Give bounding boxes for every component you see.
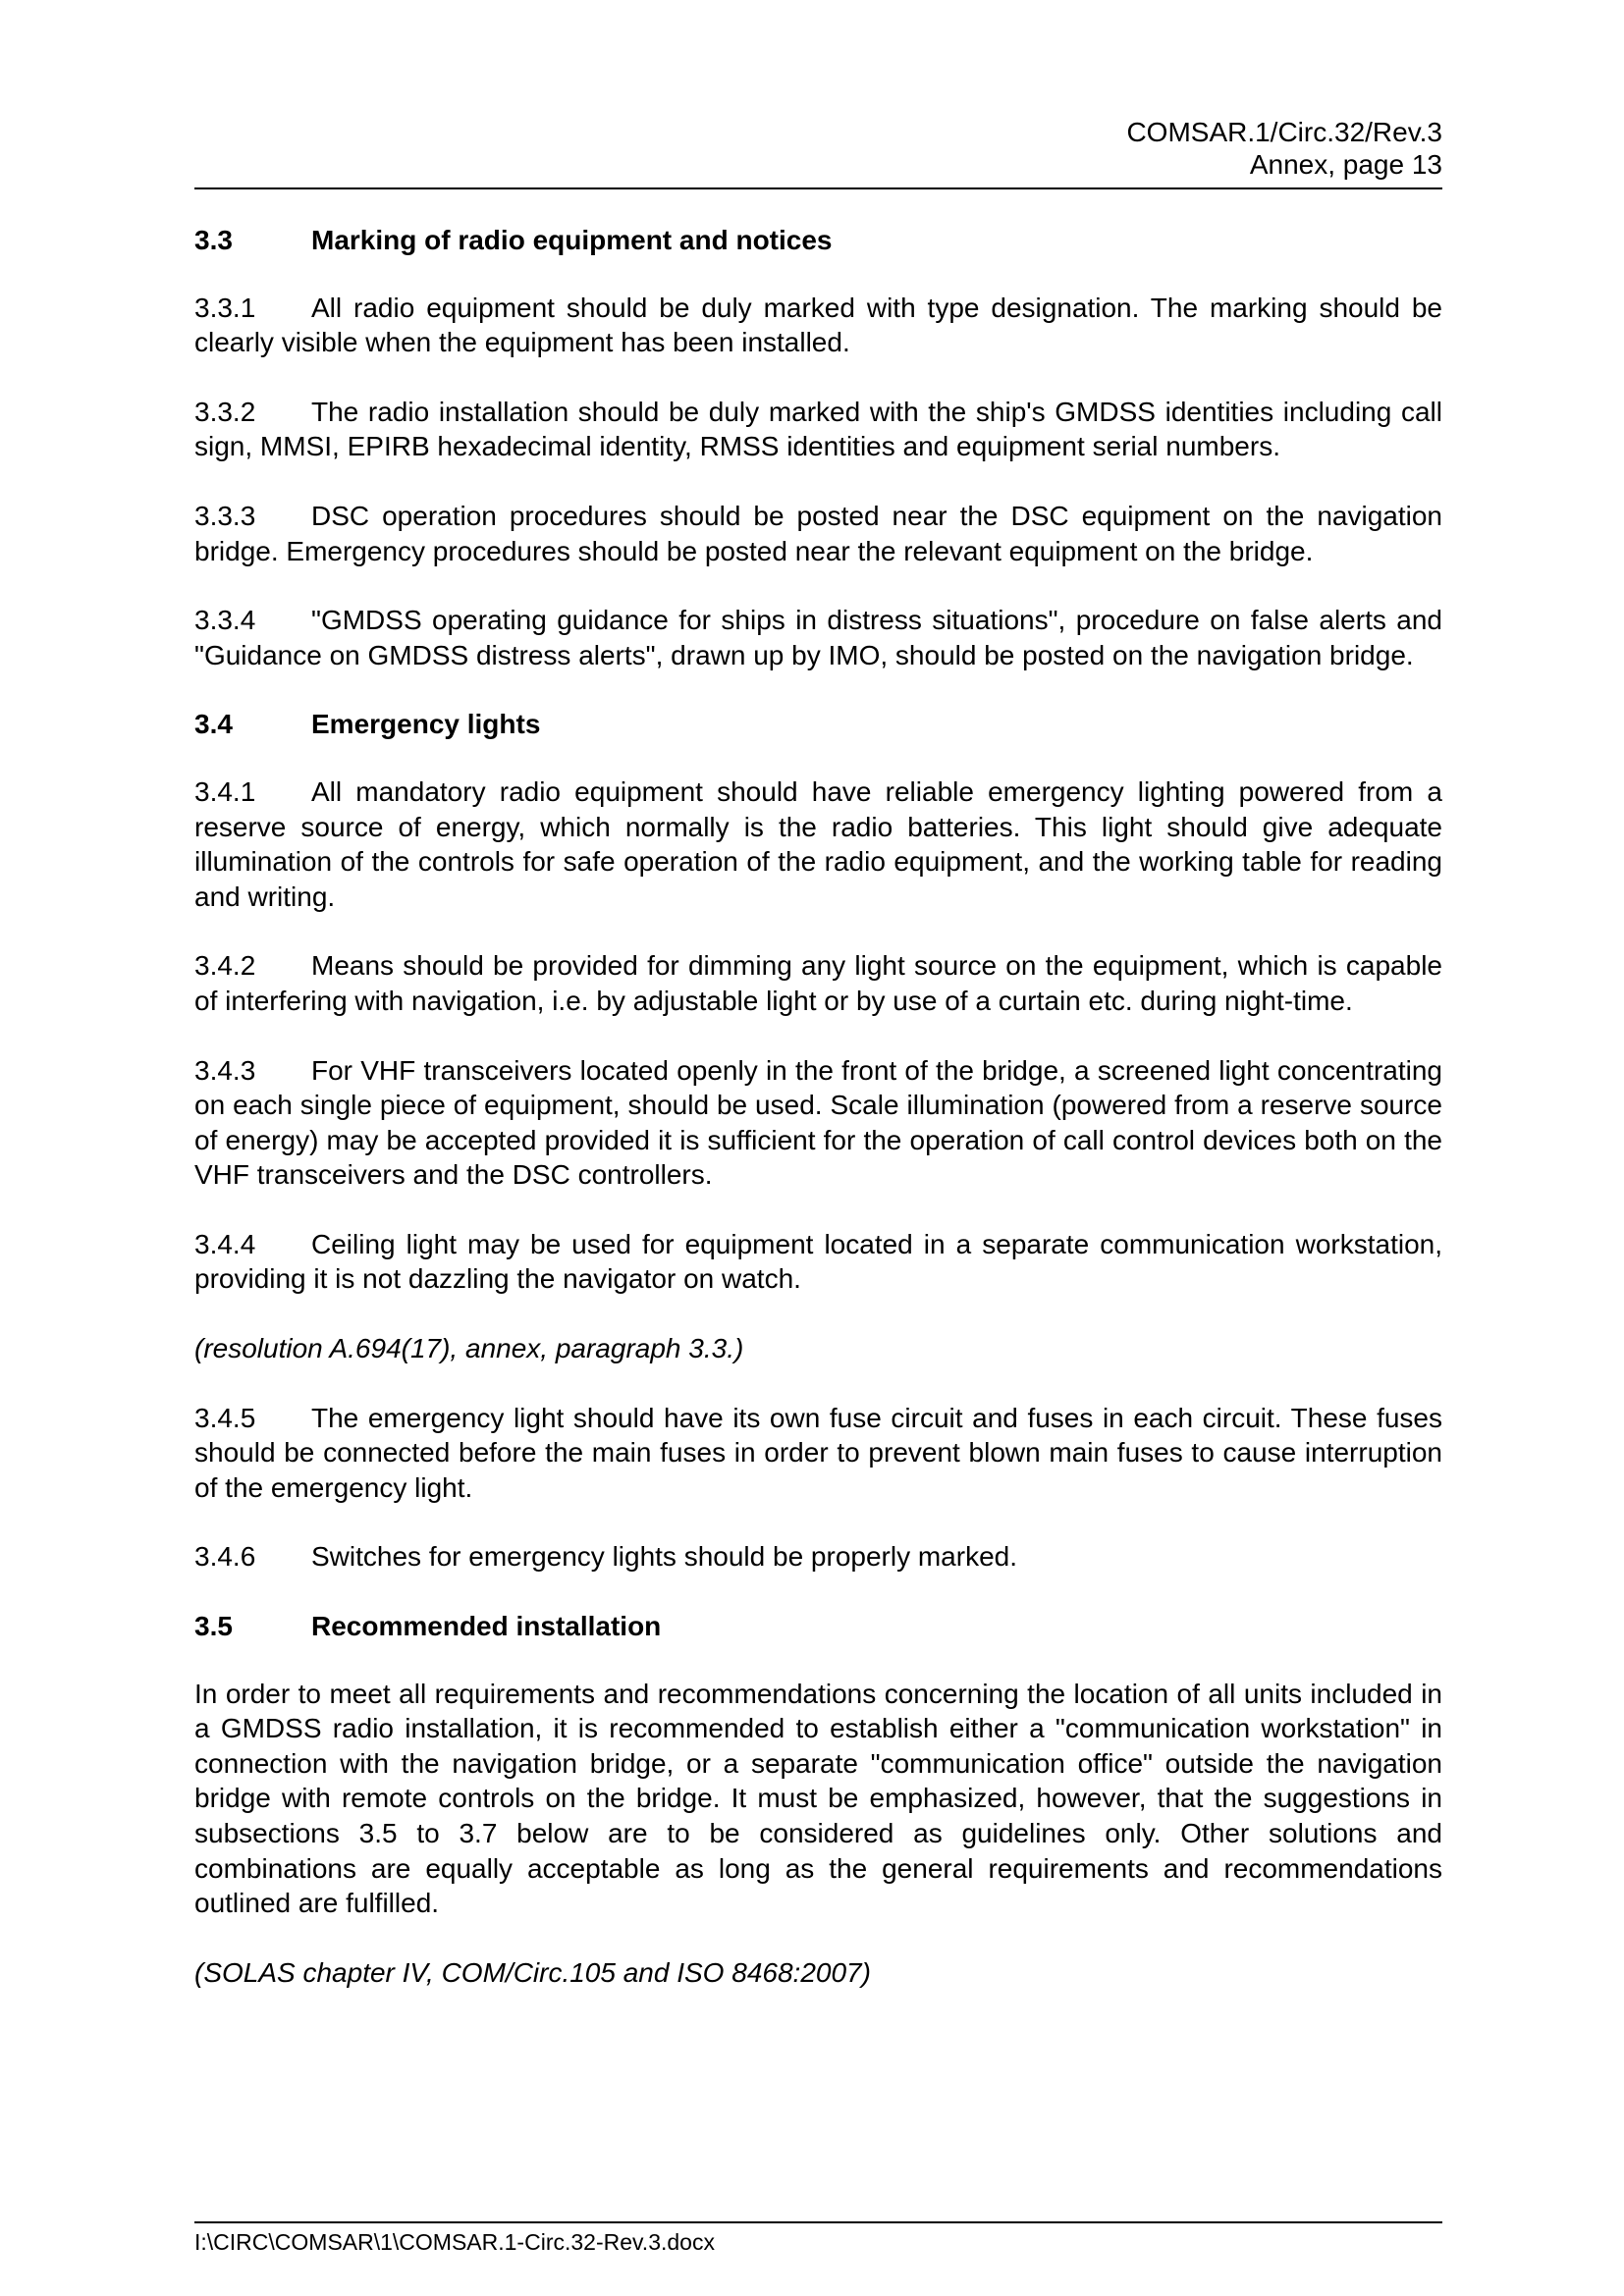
- document-reference: COMSAR.1/Circ.32/Rev.3: [1126, 117, 1442, 147]
- paragraph-3-5-intro: In order to meet all requirements and recommendations concerning the location of all units included in a GMDSS radio installation, it is recommended to establish either a "communication workstation" in connection with the navigation bridge, or a separate "communication office" outside the navigation bridge with remote controls on the bridge. It must be emphasized, however, that the suggestions in subsections 3.5 to 3.7 below are to be considered as guidelines only. Other solutions and combinations are equally acceptable as long as the general requirements and recommendations outlined are fulfilled.: [194, 1678, 1442, 1919]
- paragraph-text: Switches for emergency lights should be properly marked.: [311, 1541, 1018, 1573]
- paragraph-text: "GMDSS operating guidance for ships in distress situations", procedure on false alerts and "Guidance on GMDSS distress alerts", drawn up by IMO, should be posted on the navigation bridge.: [194, 605, 1442, 670]
- paragraph-text: Ceiling light may be used for equipment located in a separate communication workstation, providing it is not dazzling the navigator on watch.: [194, 1228, 1442, 1295]
- section-heading-3-5: [194, 1609, 1442, 1644]
- section-title: Recommended installation: [311, 1611, 662, 1642]
- paragraph-number: 3.4.4: [194, 1228, 256, 1259]
- paragraph-3-3-2: [194, 395, 1442, 464]
- section-title: Marking of radio equipment and notices: [311, 225, 833, 255]
- header-divider: [194, 187, 1442, 189]
- page-header: [194, 116, 1442, 181]
- section-number: 3.4: [194, 709, 233, 740]
- paragraph-number: 3.4.3: [194, 1054, 256, 1086]
- paragraph-text: Means should be provided for dimming any light source on the equipment, which is capable of interfering with navigation, i.e. by adjustable light or by use of a curtain etc. during night-time.: [194, 950, 1442, 1016]
- paragraph-3-3-4: [194, 603, 1442, 672]
- paragraph-3-4-3: [194, 1053, 1442, 1193]
- paragraph-3-3-3: [194, 499, 1442, 568]
- reference-solas: (SOLAS chapter IV, COM/Circ.105 and ISO 8468:2007): [194, 1956, 871, 1988]
- paragraph-number: 3.3.3: [194, 500, 256, 531]
- paragraph-number: 3.3.1: [194, 292, 256, 323]
- paragraph-text: All radio equipment should be duly marked with type designation. The marking should be clearly visible when the equipment has been installed.: [194, 292, 1442, 358]
- section-heading-3-4: [194, 707, 1442, 742]
- paragraph-3-4-1: [194, 774, 1442, 914]
- paragraph-text: All mandatory radio equipment should have reliable emergency lighting powered from a reserve source of energy, which normally is the radio batteries. This light should give adequate illumination of the controls for safe operation of the radio equipment, and the working table for reading and writing.: [194, 775, 1442, 912]
- paragraph-text: DSC operation procedures should be posted near the DSC equipment on the navigation bridge. Emergency procedures should be posted near the relevant equipment on the bridge.: [194, 500, 1442, 566]
- section-number: 3.5: [194, 1611, 233, 1642]
- paragraph-number: 3.4.2: [194, 950, 256, 982]
- paragraph-3-4-4: [194, 1227, 1442, 1297]
- paragraph-3-3-1: [194, 291, 1442, 360]
- paragraph-3-4-6: [194, 1539, 1442, 1575]
- section-number: 3.3: [194, 225, 233, 255]
- paragraph-number: 3.4.6: [194, 1541, 256, 1573]
- section-heading-3-3: [194, 223, 1442, 258]
- document-body: [194, 223, 1442, 1990]
- paragraph-number: 3.3.2: [194, 396, 256, 427]
- footer-divider: [194, 2221, 1442, 2223]
- paragraph-3-4-2: [194, 948, 1442, 1018]
- reference-resolution-a694: (resolution A.694(17), annex, paragraph 3.3.): [194, 1333, 744, 1364]
- paragraph-number: 3.3.4: [194, 605, 256, 636]
- paragraph-number: 3.4.5: [194, 1402, 256, 1433]
- paragraph-text: For VHF transceivers located openly in the front of the bridge, a screened light concentrating on each single piece of equipment, should be used. Scale illumination (powered from a reserve source of energy) may be accepted provided it is sufficient for the operation of call control devices both on the VHF transceivers and the DSC controllers.: [194, 1054, 1442, 1191]
- footer-file-path: I:\CIRC\COMSAR\1\COMSAR.1-Circ.32-Rev.3.docx: [194, 2229, 715, 2255]
- paragraph-number: 3.4.1: [194, 775, 256, 807]
- paragraph-3-4-5: [194, 1401, 1442, 1506]
- section-title: Emergency lights: [311, 709, 541, 740]
- paragraph-text: The emergency light should have its own fuse circuit and fuses in each circuit. These fuses should be connected before the main fuses in order to prevent blown main fuses to cause interruption of the emergency light.: [194, 1402, 1442, 1503]
- paragraph-text: The radio installation should be duly marked with the ship's GMDSS identities including call sign, MMSI, EPIRB hexadecimal identity, RMSS identities and equipment serial numbers.: [194, 396, 1442, 462]
- page-number-label: Annex, page 13: [1249, 149, 1442, 180]
